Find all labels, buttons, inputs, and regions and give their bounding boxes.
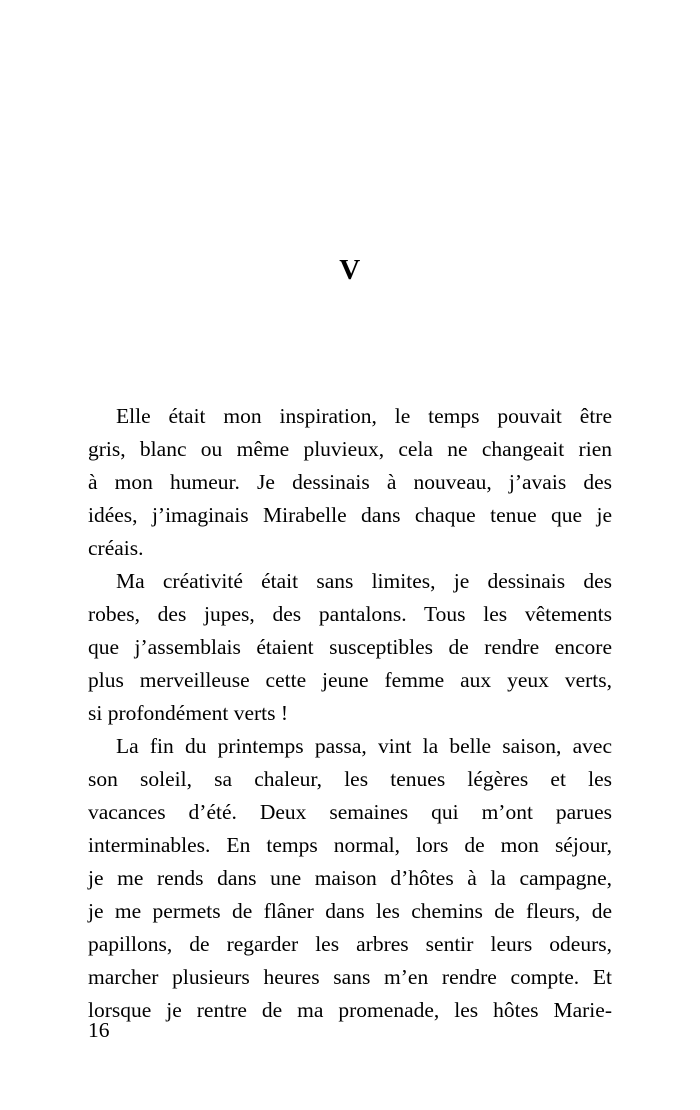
text-line: à mon humeur. Je dessinais à nouveau, j’avais des: [88, 470, 612, 494]
text-line: que j’assemblais étaient susceptibles de rendre encore: [88, 635, 612, 659]
text-line: si profondément verts !: [88, 701, 289, 725]
text-line: son soleil, sa chaleur, les tenues légères et les: [88, 767, 612, 791]
text-line: interminables. En temps normal, lors de mon séjour,: [88, 833, 612, 857]
text-line: Elle était mon inspiration, le temps pouvait être: [116, 404, 612, 428]
text-line: je me permets de flâner dans les chemins de fleurs, de: [88, 899, 612, 923]
text-line: lorsque je rentre de ma promenade, les hôtes Marie-: [88, 998, 612, 1022]
text-line: idées, j’imaginais Mirabelle dans chaque tenue que je: [88, 503, 612, 527]
text-line: Ma créativité était sans limites, je dessinais des: [116, 569, 612, 593]
text-line: papillons, de regarder les arbres sentir leurs odeurs,: [88, 932, 612, 956]
page-text: [88, 400, 612, 1027]
text-line: je me rends dans une maison d’hôtes à la campagne,: [88, 866, 612, 890]
page-number: 16: [88, 1018, 110, 1042]
paragraph: [88, 730, 612, 1027]
text-line: marcher plusieurs heures sans m’en rendre compte. Et: [88, 965, 612, 989]
paragraph: [88, 565, 612, 730]
paragraph: [88, 400, 612, 565]
text-line: La fin du printemps passa, vint la belle saison, avec: [116, 734, 612, 758]
text-line: plus merveilleuse cette jeune femme aux yeux verts,: [88, 668, 612, 692]
text-line: robes, des jupes, des pantalons. Tous les vêtements: [88, 602, 612, 626]
text-line: gris, blanc ou même pluvieux, cela ne changeait rien: [88, 437, 612, 461]
chapter-heading: V: [339, 254, 361, 286]
text-line: créais.: [88, 536, 144, 560]
text-line: vacances d’été. Deux semaines qui m’ont parues: [88, 800, 612, 824]
